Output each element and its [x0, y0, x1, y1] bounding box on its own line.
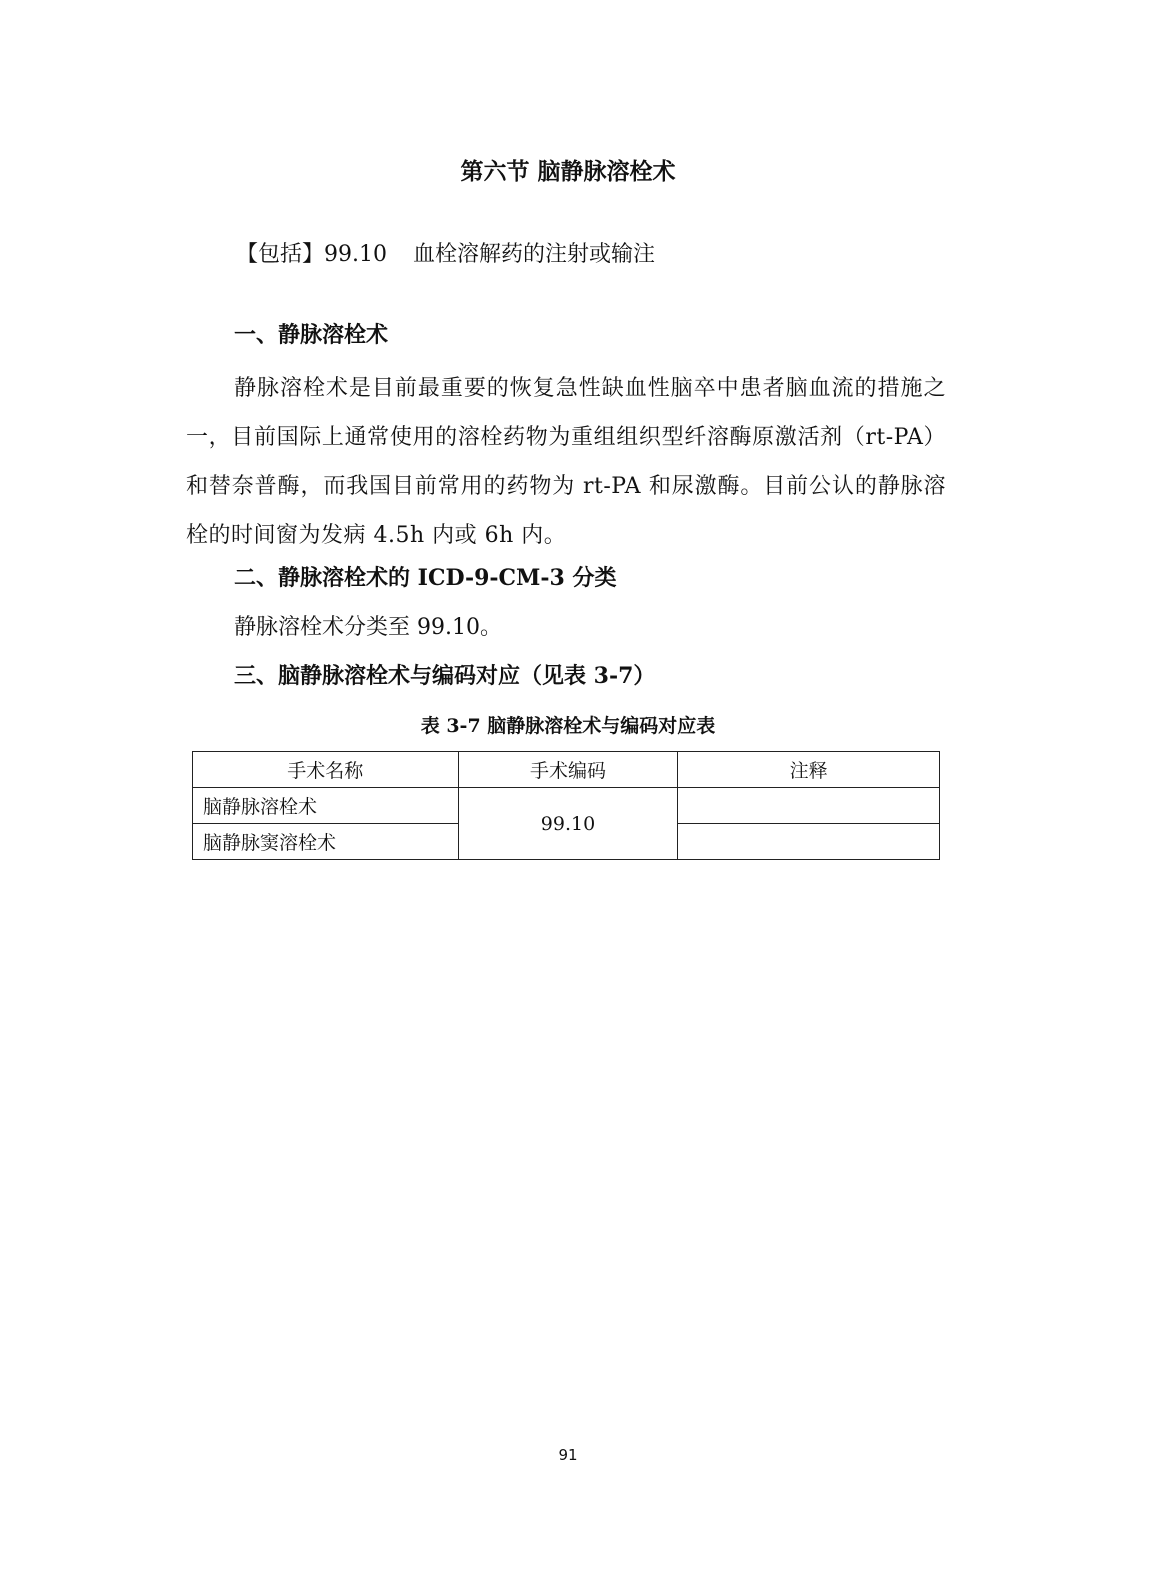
classification-text: 静脉溶栓术分类至 99.10。 [234, 615, 502, 640]
includes-line [236, 237, 655, 268]
page-number: 91 [558, 1446, 578, 1464]
heading-code-mapping: 三、脑静脉溶栓术与编码对应（见表 3-7） [234, 663, 656, 689]
includes-label: 【包括】99.10 [236, 242, 387, 267]
section-title: 第六节 脑静脉溶栓术 [460, 158, 676, 185]
header-procedure-code: 手术编码 [458, 752, 678, 788]
header-note: 注释 [678, 752, 940, 788]
table-caption: 表 3-7 脑静脉溶栓术与编码对应表 [420, 715, 716, 737]
procedure-name-cell: 脑静脉窦溶栓术 [193, 824, 459, 860]
note-cell [678, 788, 940, 824]
heading-icd-classification: 二、静脉溶栓术的 ICD-9-CM-3 分类 [234, 565, 617, 591]
table-header-row [193, 752, 940, 788]
paragraph-description: 静脉溶栓术是目前最重要的恢复急性缺血性脑卒中患者脑血流的措施之一，目前国际上通常使用的溶栓药物为重组组织型纤溶酶原激活剂（rt-PA）和替奈普酶，而我国目前常用的药物为 rt-PA 和尿激酶。目前公认的静脉溶栓的时间窗为发病 4.5h 内或 6h 内。 [186, 376, 946, 548]
table-row [193, 788, 940, 824]
note-cell [678, 824, 940, 860]
includes-text: 血栓溶解药的注射或输注 [412, 242, 655, 267]
code-mapping-table [192, 751, 940, 860]
procedure-name-cell: 脑静脉溶栓术 [193, 788, 459, 824]
header-procedure-name: 手术名称 [193, 752, 459, 788]
heading-intravenous-thrombolysis: 一、静脉溶栓术 [234, 322, 389, 348]
procedure-code-cell: 99.10 [458, 788, 678, 860]
